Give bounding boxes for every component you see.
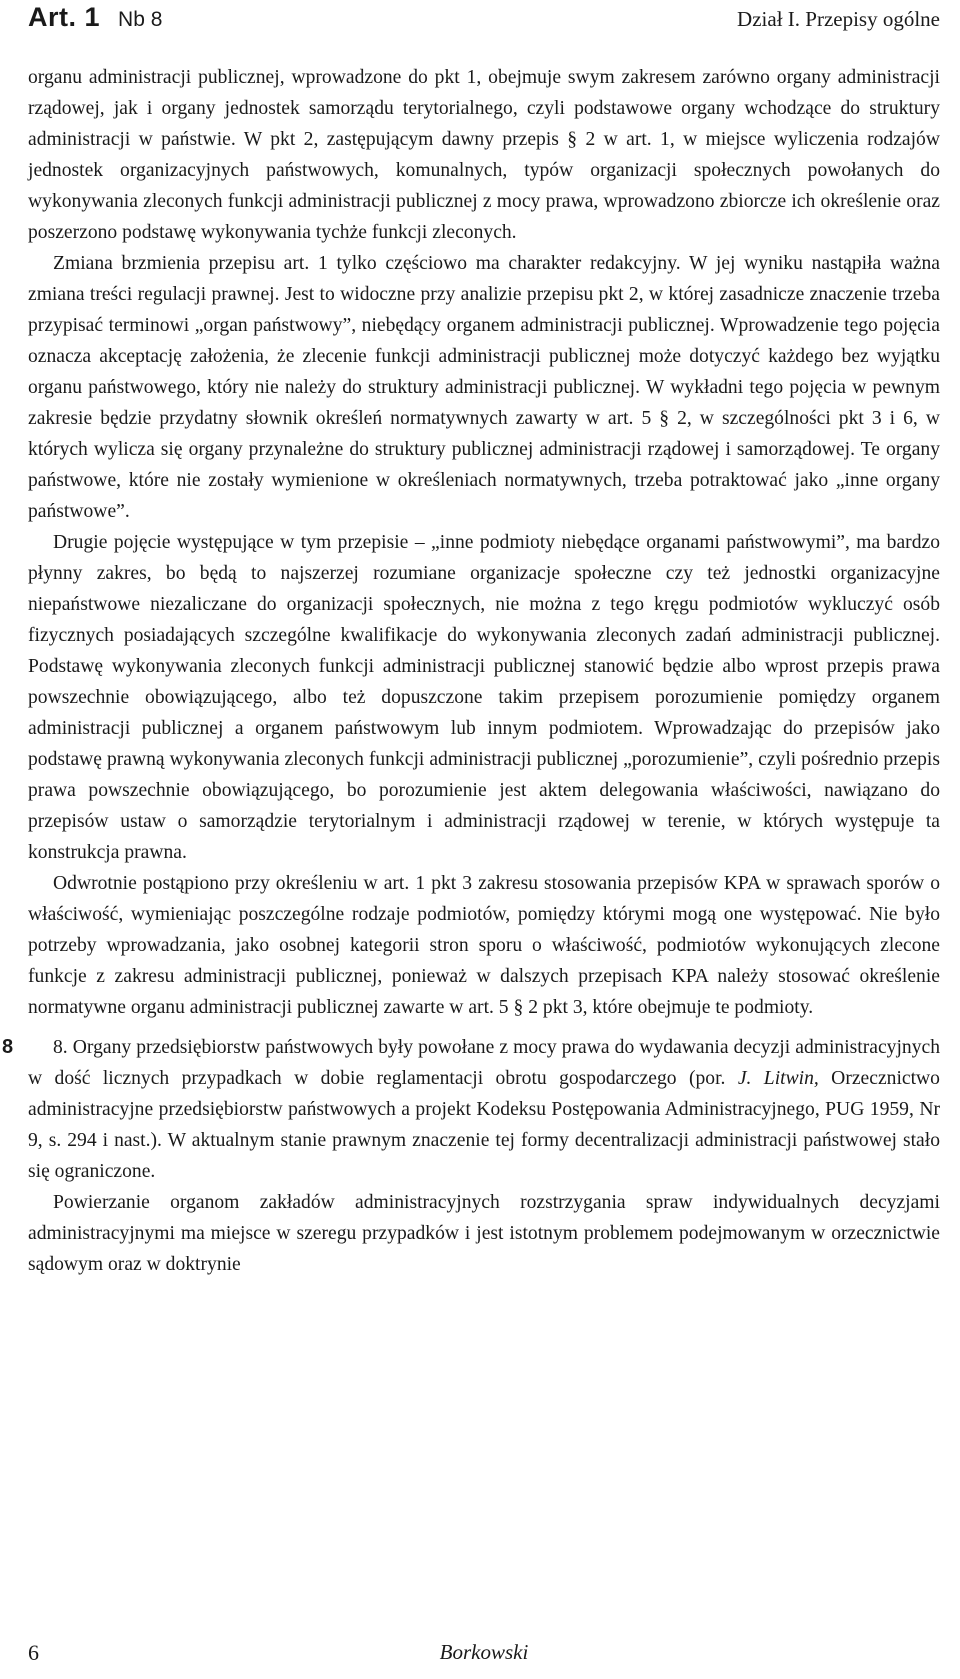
document-page <box>2 0 940 1679</box>
margin-note-number: Nb 8 <box>118 8 163 31</box>
article-label: Art. 1 <box>28 2 101 32</box>
note-8-text-start: 8. Organy przedsiębiorstw państwowych były powołane z mocy prawa do wydawania decyzji administracyjnych w dość licznych przypadkach w dobie reglamentacji obrotu gospodarczego (por. <box>28 1037 940 1089</box>
page-footer <box>28 1640 940 1676</box>
section-title: Dział I. Przepisy ogólne <box>737 7 940 31</box>
paragraph: organu administracji publicznej, wprowadzone do pkt 1, obejmuje swym zakresem zarówno organy administracji rządowej, jak i organy jednostek samorządu terytorialnego, czyli podstawowe organy wchodzące do struktury administracji w państwie. W pkt 2, zastępującym dawny przepis § 2 w art. 1, w miejsce wyliczenia rodzajów jednostek organizacyjnych państwowych, komunalnych, typów organizacji społecznych powołanych do wykonywania zleconych funkcji administracji publicznej z mocy prawa, wprowadzono zbiorcze ich określenie oraz poszerzono podstawę wykonywania tychże funkcji zleconych. <box>28 67 940 243</box>
paragraph: Zmiana brzmienia przepisu art. 1 tylko częściowo ma charakter redakcyjny. W jej wyniku nastąpiła ważna zmiana treści regulacji prawnej. Jest to widoczne przy analizie przepisu pkt 2, w której zasadnicze znaczenie trzeba przypisać terminowi „organ państwowy”, niebędący organem administracji publicznej. Wprowadzenie tego pojęcia oznacza akceptację założenia, że zlecenie funkcji administracji publicznej może dotyczyć każdego bez wyjątku organu państwowego, który nie należy do struktury administracji publicznej. W wykładni tego pojęcia w pewnym zakresie będzie przydatny słownik określeń normatywnych zawarty w art. 5 § 2, w szczególności pkt 3 i 6, w których wylicza się organy przynależne do struktury publicznej administracji rządowej i samorządowej. Te organy państwowe, które nie zostały wymienione w określeniach normatywnych, trzeba potraktować jako „inne organy państwowe”. <box>28 253 940 522</box>
commentary-body <box>2 62 940 1280</box>
paragraph: Powierzanie organom zakładów administracyjnych rozstrzygania spraw indywidualnych decyzjami administracyjnymi ma miejsce w szeregu przypadków i jest istotnym problemem podejmowanym w orzecznictwie sądowym oraz w doktrynie <box>28 1192 940 1275</box>
note-8-paragraph <box>2 1032 940 1187</box>
paragraph: Drugie pojęcie występujące w tym przepisie – „inne podmioty niebędące organami państwowymi”, ma bardzo płynny zakres, bo będą to najszerzej rozumiane organizacje społeczne czy też jednostki organizacyjne niepaństwowe niezaliczane do organizacji społecznych, nie można z tego kręgu podmiotów wykluczyć osób fizycznych posiadających szczególne kwalifikacje do wykonywania zleconych zadań administracji publicznej. Podstawę wykonywania zleconych funkcji administracji publicznej stanowić będzie albo wprost przepis prawa powszechnie obowiązującego, albo też dopuszczone takim przepisem porozumienie pomiędzy organem administracji publicznej a organem państwowym lub innym podmiotem. Wprowadzając do przepisów jako podstawę prawną wykonywania zleconych funkcji administracji publicznej „porozumienie”, czyli pośrednio przepis prawa powszechnie obowiązującego, bo porozumienie jest aktem delegowania właściwości, nawiązano do przepisów ustaw o samorządzie terytorialnym i administracji rządowej w terenie, w których występuje ta konstrukcja prawna. <box>28 532 940 863</box>
margin-number: 8 <box>2 1036 14 1058</box>
running-header <box>28 2 940 42</box>
footer-author: Borkowski <box>439 1640 529 1664</box>
page-number: 6 <box>28 1640 39 1665</box>
paragraph: Odwrotnie postąpiono przy określeniu w art. 1 pkt 3 zakresu stosowania przepisów KPA w sprawach sporów o właściwość, wymieniając poszczególne rodzaje podmiotów, pomiędzy którymi mogą one występować. Nie było potrzeby wprowadzania, jako osobnej kategorii stron sporu o właściwość, podmiotów wykonujących zlecone funkcje z zakresu administracji publicznej, ponieważ w dalszych przepisach KPA należy stosować określenie normatywne organu administracji publicznej zawarte w art. 5 § 2 pkt 3, które obejmuje te podmioty. <box>28 873 940 1018</box>
note-8-text-end: Orzecznictwo administracyjne przedsiębiorstw państwowych a projekt Kodeksu Postępowania Administracyjnego, PUG 1959, Nr 9, s. 294 i nast.). W aktualnym stanie prawnym znaczenie tej formy decentralizacji administracji państwowej stało się ograniczone. <box>28 1068 940 1182</box>
cited-author: J. Litwin, <box>737 1068 819 1089</box>
